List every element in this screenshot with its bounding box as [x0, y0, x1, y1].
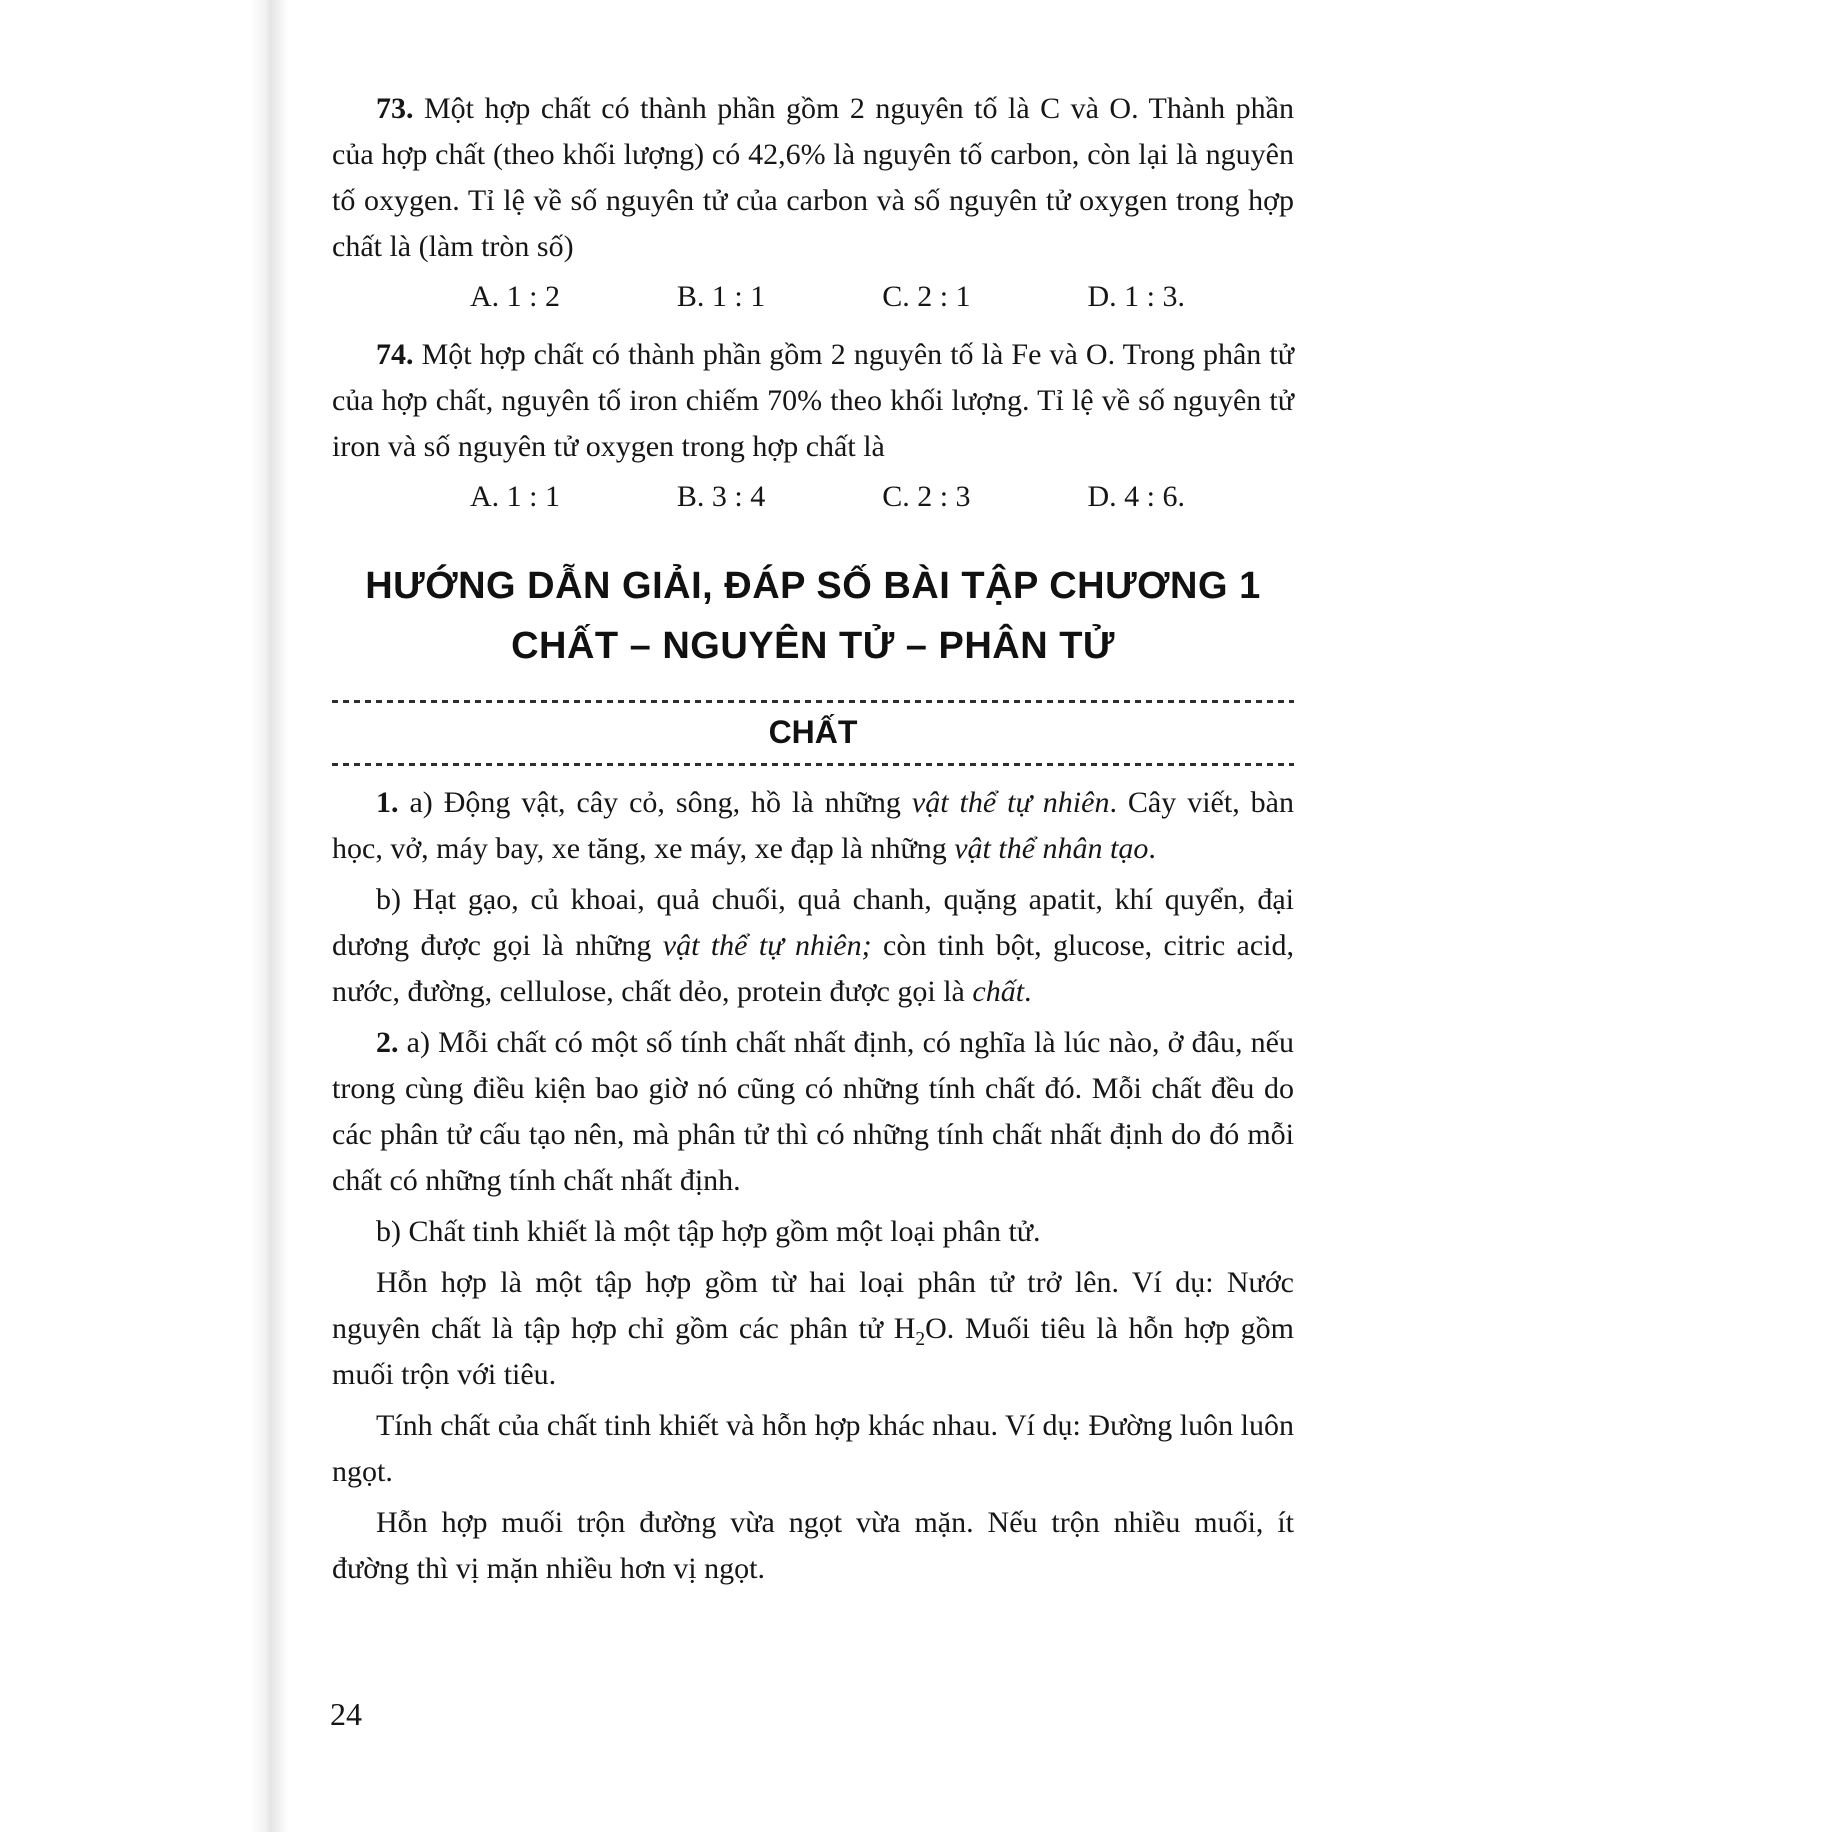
section-title: CHẤT — [768, 714, 858, 750]
option-c: C. 2 : 1 — [882, 280, 971, 313]
option-b: B. 1 : 1 — [676, 280, 766, 313]
question-74-options — [332, 474, 1294, 520]
solutions-heading-line-2: CHẤT – NGUYÊN TỬ – PHÂN TỬ — [511, 625, 1115, 667]
dashed-rule-bottom — [332, 763, 1294, 766]
solution-paragraph-2a: 2. a) Mỗi chất có một số tính chất nhất định, có nghĩa là lúc nào, ở đâu, nếu trong cùng điều kiện bao giờ nó cũng có những tính chất đó. Mỗi chất đều do các phân tử cấu tạo nên, mà phân tử thì có những tính chất nhất định do đó mỗi chất có những tính chất nhất định. — [332, 1026, 1294, 1197]
section-chat — [332, 700, 1294, 766]
question-73-options — [332, 274, 1294, 320]
solution-paragraph-1a: 1. a) Động vật, cây cỏ, sông, hồ là những vật thể tự nhiên. Cây viết, bàn học, vở, máy bay, xe tăng, xe máy, xe đạp là những vật thể nhân tạo. — [332, 786, 1294, 865]
option-c: C. 2 : 3 — [882, 480, 971, 513]
option-d: D. 1 : 3. — [1087, 280, 1185, 313]
solution-paragraph-properties: Tính chất của chất tinh khiết và hỗn hợp khác nhau. Ví dụ: Đường luôn luôn ngọt. — [332, 1409, 1294, 1488]
page-number: 24 — [330, 1696, 362, 1732]
question-73: 73. Một hợp chất có thành phần gồm 2 nguyên tố là C và O. Thành phần của hợp chất (theo khối lượng) có 42,6% là nguyên tố carbon, còn lại là nguyên tố oxygen. Tỉ lệ về số nguyên tử của carbon và số nguyên tử oxygen trong hợp chất là (làm tròn số) — [332, 92, 1294, 263]
page-content — [332, 86, 1294, 1597]
solutions-heading — [332, 556, 1294, 676]
option-d: D. 4 : 6. — [1087, 480, 1185, 513]
question-74: 74. Một hợp chất có thành phần gồm 2 nguyên tố là Fe và O. Trong phân tử của hợp chất, nguyên tố iron chiếm 70% theo khối lượng. Tỉ lệ về số nguyên tử iron và số nguyên tử oxygen trong hợp chất là — [332, 338, 1294, 463]
option-a: A. 1 : 1 — [470, 480, 560, 513]
page-edge-shadow — [250, 0, 288, 1832]
solution-paragraph-mixture: Hỗn hợp là một tập hợp gồm từ hai loại phân tử trở lên. Ví dụ: Nước nguyên chất là tập hợp chỉ gồm các phân tử $H_2O$. Muối tiêu là hỗn hợp gồm muối trộn với tiêu. — [332, 1266, 1295, 1391]
solution-paragraph-salt-sugar: Hỗn hợp muối trộn đường vừa ngọt vừa mặn. Nếu trộn nhiều muối, ít đường thì vị mặn nhiều hơn vị ngọt. — [332, 1506, 1294, 1585]
solution-paragraph-1b: b) Hạt gạo, củ khoai, quả chuối, quả chanh, quặng apatit, khí quyển, đại dương được gọi là những vật thể tự nhiên; còn tinh bột, glucose, citric acid, nước, đường, cellulose, chất dẻo, protein được gọi là chất. — [332, 883, 1295, 1008]
option-a: A. 1 : 2 — [470, 280, 560, 313]
solutions-body — [332, 780, 1294, 1592]
solution-paragraph-2b: b) Chất tinh khiết là một tập hợp gồm một loại phân tử. — [376, 1215, 1041, 1248]
option-b: B. 3 : 4 — [676, 480, 766, 513]
solutions-heading-line-1: HƯỚNG DẪN GIẢI, ĐÁP SỐ BÀI TẬP CHƯƠNG 1 — [365, 565, 1261, 607]
